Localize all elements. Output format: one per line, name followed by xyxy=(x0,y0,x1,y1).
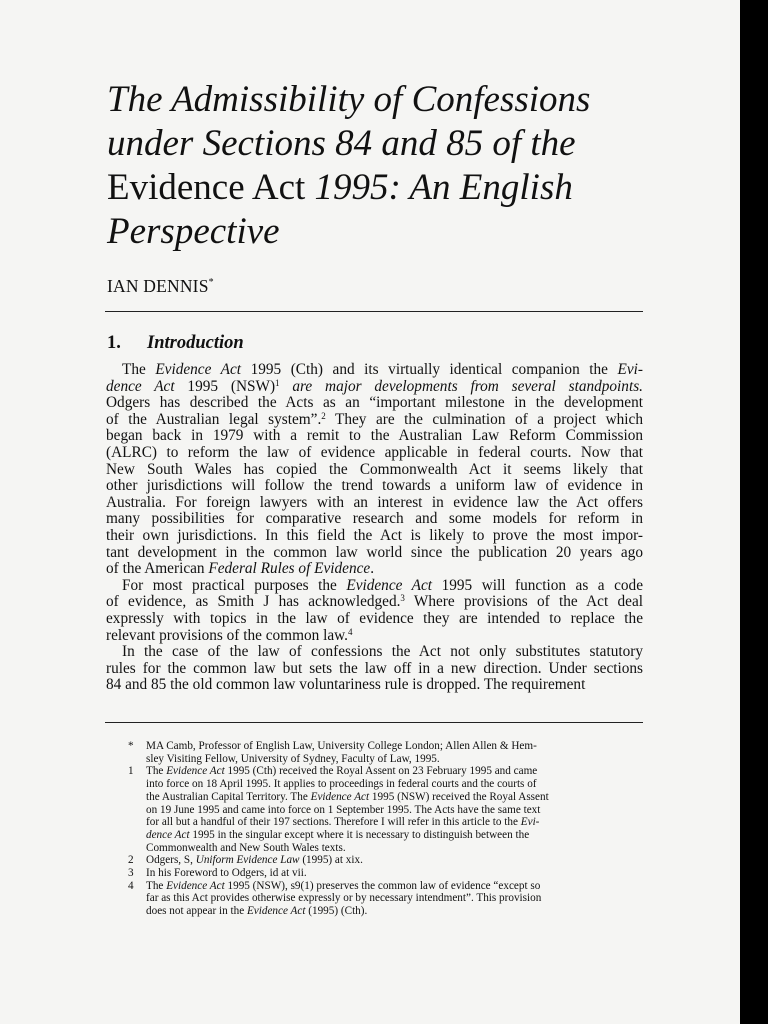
footnote-reference: 4 xyxy=(348,626,353,637)
title-divider xyxy=(105,311,643,312)
italic-text: Federal Rules of Evidence xyxy=(208,560,371,578)
body-text xyxy=(106,362,643,694)
roman-text: of evidence, as Smith J has acknowledged. xyxy=(106,593,401,611)
text-line xyxy=(106,594,643,611)
text-line: on 19 June 1995 and came into force on 1 September 1995. The Acts have the same text xyxy=(146,803,541,816)
title-line-3-roman: Evidence Act xyxy=(107,167,315,208)
text-line xyxy=(146,765,643,778)
roman-text: relevant provisions of the common law. xyxy=(106,626,349,644)
roman-text: For most practical purposes the xyxy=(122,576,347,594)
text-line: In his Foreword to Odgers, id at vii. xyxy=(146,867,307,880)
text-line: began back in 1979 with a remit to the Australian Law Reform Commission xyxy=(106,427,643,445)
section-heading xyxy=(107,333,244,354)
roman-text: 1995 (NSW), s9(1) preserves the common law of evidence “except so xyxy=(224,879,541,892)
paragraph-1 xyxy=(106,362,643,578)
text-line xyxy=(146,880,643,893)
text-line xyxy=(106,412,643,429)
italic-text: Evidence Act xyxy=(246,905,306,918)
text-line xyxy=(146,816,643,829)
text-line xyxy=(106,379,643,396)
footnote-number: 2 xyxy=(128,854,134,867)
roman-text: They are the culmination of a project which xyxy=(325,410,643,428)
text-line: tant development in the common law world since the publication 20 years ago xyxy=(106,543,643,561)
text-line: 84 and 85 the old common law voluntariness rule is dropped. The requirement xyxy=(106,676,586,694)
author-footnote-mark: * xyxy=(208,277,214,289)
footnote-1 xyxy=(128,765,643,854)
italic-text: Evi- xyxy=(520,816,540,829)
footnote-2 xyxy=(128,854,643,867)
footnote-number: 3 xyxy=(128,867,134,880)
roman-text: The xyxy=(146,879,167,892)
text-line: expressly with topics in the law of evidence they are intended to replace the xyxy=(106,609,643,627)
paragraph-3 xyxy=(106,644,643,694)
roman-text: for all but a handful of their 197 sections. Therefore I will refer in this article to the xyxy=(146,816,521,829)
roman-text: Where provisions of the Act deal xyxy=(404,593,643,611)
title-line-1: The Admissibility of Confessions xyxy=(107,79,591,120)
text-line: In the case of the law of confessions the Act not only substitutes statutory xyxy=(122,643,643,661)
text-line xyxy=(146,905,643,918)
text-line: into force on 18 April 1995. It applies to proceedings in federal courts and the courts of xyxy=(146,778,537,791)
section-number: 1. xyxy=(107,333,121,353)
italic-text: dence Act xyxy=(106,377,175,395)
title-line-4: Perspective xyxy=(107,211,280,252)
roman-text: the Australian Capital Territory. The xyxy=(146,790,311,803)
article-title xyxy=(107,78,667,254)
italic-text: Evidence Act xyxy=(155,361,242,378)
roman-text: of the American xyxy=(106,560,209,578)
italic-text: are major developments from several standpoints. xyxy=(279,377,643,395)
roman-text: Odgers, S, xyxy=(146,854,196,867)
title-line-3-italic: 1995: An English xyxy=(314,167,573,208)
roman-text: (1995) (Cth). xyxy=(305,905,368,918)
roman-text: The xyxy=(146,765,167,778)
section-title: Introduction xyxy=(147,333,244,353)
text-line xyxy=(106,362,643,379)
text-line: New South Wales has copied the Commonwealth Act it seems likely that xyxy=(106,460,643,478)
text-line xyxy=(146,791,643,804)
text-line: Commonwealth and New South Wales texts. xyxy=(146,841,346,854)
roman-text: does not appear in the xyxy=(146,905,247,918)
text-line: many possibilities for comparative research and some models for reform in xyxy=(106,510,643,528)
text-line: Odgers has described the Acts as an “important milestone in the development xyxy=(106,394,643,412)
italic-text: dence Act xyxy=(146,828,190,841)
text-line: far as this Act provides otherwise expressly or by necessary intendment”. This provision xyxy=(146,892,542,905)
roman-text: . xyxy=(370,560,375,578)
footnote-reference: 1 xyxy=(275,377,280,388)
roman-text: 1995 (Cth) and its virtually identical companion the xyxy=(241,361,618,378)
text-line xyxy=(146,829,643,842)
author-name xyxy=(107,276,214,297)
title-line-2: under Sections 84 and 85 of the xyxy=(107,123,576,164)
roman-text: 1995 (Cth) received the Royal Assent on 23 February 1995 and came xyxy=(224,765,538,778)
roman-text: 1995 (NSW) received the Royal Assent xyxy=(369,790,549,803)
footnote-divider xyxy=(105,722,643,723)
text-line: MA Camb, Professor of English Law, University College London; Allen Allen & Hem- xyxy=(146,740,537,752)
text-line: (ALRC) to reform the law of evidence applicable in federal courts. Now that xyxy=(106,443,643,461)
footnote-number: 4 xyxy=(128,879,134,892)
italic-text: Evi- xyxy=(617,361,643,378)
roman-text: (1995) at xix. xyxy=(299,854,363,867)
roman-text: 1995 will function as a code xyxy=(432,576,643,594)
italic-text: Evidence Act xyxy=(166,765,225,778)
text-line xyxy=(146,854,643,867)
roman-text: of the Australian legal system”. xyxy=(106,410,322,428)
italic-text: Uniform Evidence Law xyxy=(195,854,300,867)
italic-text: Evidence Act xyxy=(346,576,433,594)
author-name-text: IAN DENNIS xyxy=(107,276,209,296)
text-line: sley Visiting Fellow, University of Sydney, Faculty of Law, 1995. xyxy=(146,752,440,765)
text-line: other jurisdictions will follow the trend towards a uniform law of evidence in xyxy=(106,477,643,495)
text-line: their own jurisdictions. In this field the Act is likely to prove the most impor- xyxy=(106,526,643,544)
footnote-star xyxy=(128,740,643,765)
footnotes xyxy=(128,740,643,918)
footnote-reference: 2 xyxy=(321,410,326,421)
text-line: Australia. For foreign lawyers with an interest in evidence law the Act offers xyxy=(106,493,643,511)
footnote-number: * xyxy=(128,740,134,752)
italic-text: Evidence Act xyxy=(310,790,370,803)
text-line xyxy=(106,578,643,595)
roman-text: 1995 (NSW) xyxy=(174,377,276,395)
footnote-number: 1 xyxy=(128,765,134,778)
text-line xyxy=(106,628,643,645)
footnote-4 xyxy=(128,880,643,918)
title-line-3 xyxy=(107,166,667,210)
paragraph-2 xyxy=(106,578,643,644)
roman-text: The xyxy=(122,361,156,378)
footnote-3 xyxy=(128,867,643,880)
italic-text: Evidence Act xyxy=(166,879,225,892)
footnote-reference: 3 xyxy=(400,593,405,604)
text-line xyxy=(106,561,643,578)
roman-text: 1995 in the singular except where it is necessary to distinguish between the xyxy=(189,828,530,841)
text-line: rules for the common law but sets the law off in a new direction. Under sections xyxy=(106,659,643,677)
